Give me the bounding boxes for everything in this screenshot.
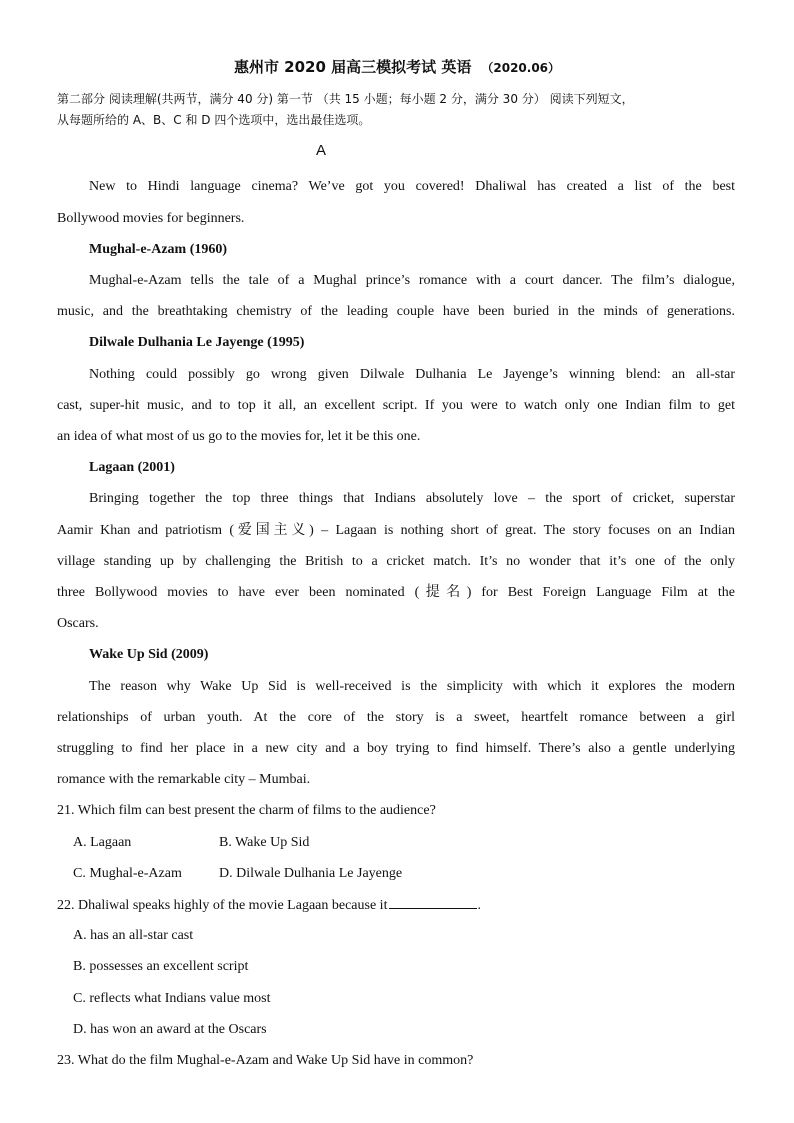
passage-letter: A xyxy=(316,142,327,159)
answer-option: B. possesses an excellent script xyxy=(73,959,249,974)
film-paragraph-line: Nothing could possibly go wrong given Dilwale Dulhania Le Jayenge’s winning blend: an all-star xyxy=(89,367,735,382)
passage-intro-line: New to Hindi language cinema? We’ve got you covered! Dhaliwal has created a list of the best xyxy=(89,179,735,194)
question-stem: 21. Which film can best present the charm of films to the audience? xyxy=(57,803,436,818)
page-title xyxy=(0,56,794,77)
answer-option: C. Mughal-e-Azam xyxy=(73,866,182,881)
film-heading: Wake Up Sid (2009) xyxy=(89,647,209,662)
question-stem: 22. Dhaliwal speaks highly of the movie Lagaan because it xyxy=(57,898,388,913)
exam-title: 惠州市 2020 届高三模拟考试 英语 xyxy=(233,58,472,76)
question-stem: 23. What do the film Mughal-e-Azam and Wake Up Sid have in common? xyxy=(57,1053,474,1068)
film-paragraph-line: The reason why Wake Up Sid is well-received is the simplicity with which it explores the modern xyxy=(89,679,735,694)
film-heading: Mughal-e-Azam (1960) xyxy=(89,242,228,257)
answer-option: D. Dilwale Dulhania Le Jayenge xyxy=(219,866,403,881)
film-paragraph-line: three Bollywood movies to have ever been nominated (提名) for Best Foreign Language Film at the xyxy=(57,585,735,600)
film-paragraph-line: village standing up by challenging the British to a cricket match. It’s no wonder that it’s one of the only xyxy=(57,554,735,569)
film-paragraph-line: romance with the remarkable city – Mumbai. xyxy=(57,772,311,787)
film-heading: Lagaan (2001) xyxy=(89,460,175,475)
film-paragraph-line: struggling to find her place in a new city and a boy trying to find himself. There’s also a gentle underlying xyxy=(57,741,735,756)
film-paragraph-line: relationships of urban youth. At the core of the story is a sweet, heartfelt romance between a girl xyxy=(57,710,735,725)
answer-blank xyxy=(389,896,477,909)
film-paragraph-line: an idea of what most of us go to the movies for, let it be this one. xyxy=(57,429,421,444)
answer-option: A. Lagaan xyxy=(73,835,132,850)
section-instructions-line-1: 第二部分 阅读理解(共两节，满分 40 分) 第一节 （共 15 小题；每小题 2 分，满分 30 分） 阅读下列短文， xyxy=(57,92,634,106)
film-heading: Dilwale Dulhania Le Jayenge (1995) xyxy=(89,335,305,350)
film-paragraph-line: Mughal-e-Azam tells the tale of a Mughal prince’s romance with a court dancer. The film’s dialogue, xyxy=(89,273,735,288)
question-item: 22. Dhaliwal speaks highly of the movie Lagaan because it . xyxy=(57,898,481,913)
section-instructions-line-2: 从每题所给的 A、B、C 和 D 四个选项中，选出最佳选项。 xyxy=(57,113,371,127)
answer-option: C. reflects what Indians value most xyxy=(73,991,271,1006)
passage-intro-line: Bollywood movies for beginners. xyxy=(57,211,245,226)
answer-option: B. Wake Up Sid xyxy=(219,835,310,850)
film-paragraph-line: Aamir Khan and patriotism (爱国主义) – Lagaan is nothing short of great. The story focuses on an Indian xyxy=(57,523,735,538)
answer-option: A. has an all-star cast xyxy=(73,928,194,943)
film-paragraph-line: Oscars. xyxy=(57,616,99,631)
answer-option: D. has won an award at the Oscars xyxy=(73,1022,267,1037)
film-paragraph-line: cast, super-hit music, and to top it all, an excellent script. If you were to watch only one Indian film to get xyxy=(57,398,735,413)
film-paragraph-line: music, and the breathtaking chemistry of the leading couple have been buried in the minds of generations. xyxy=(57,304,735,319)
film-paragraph-line: Bringing together the top three things that Indians absolutely love – the sport of cricket, superstar xyxy=(89,491,735,506)
exam-date: （2020.06） xyxy=(481,61,561,75)
